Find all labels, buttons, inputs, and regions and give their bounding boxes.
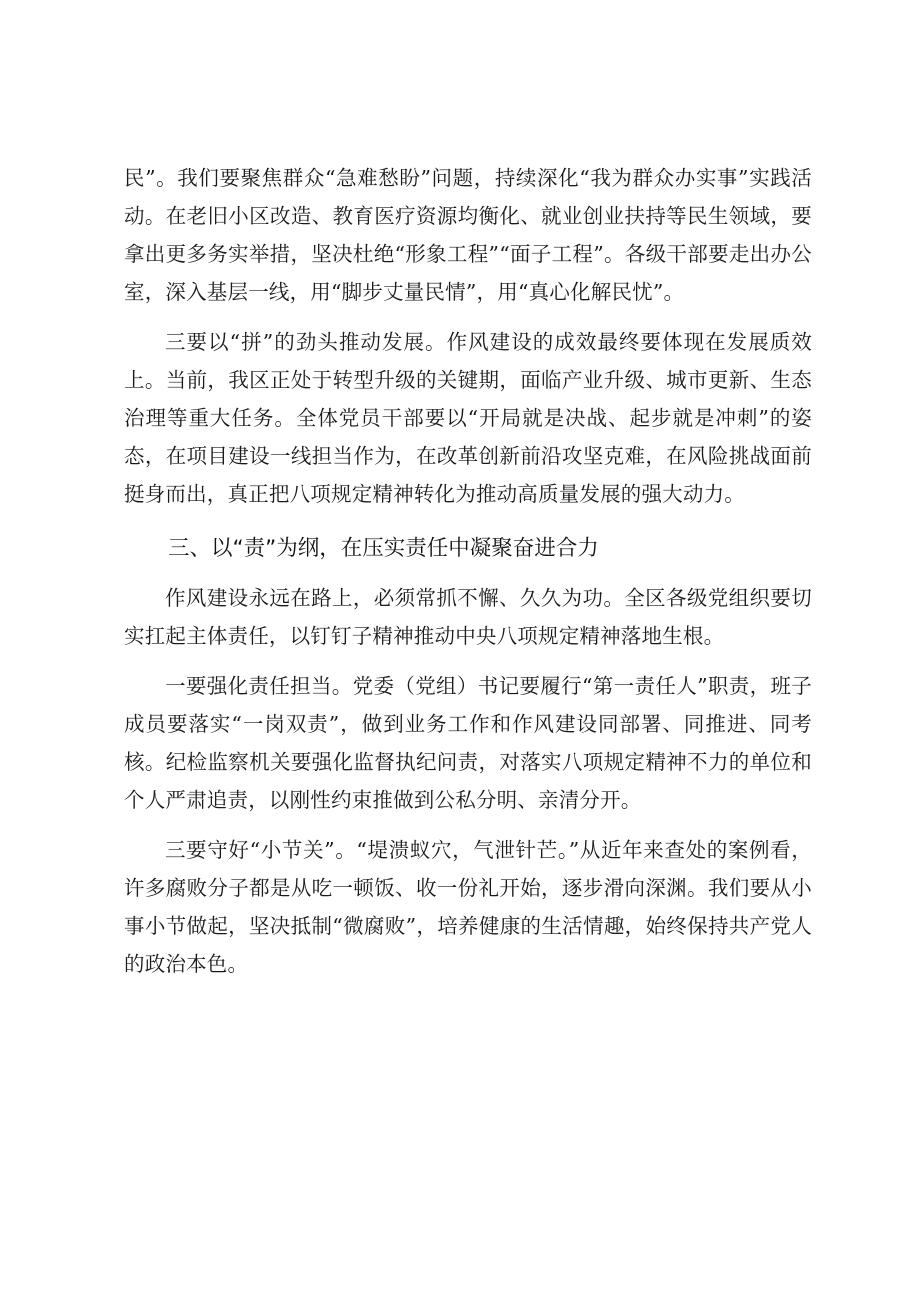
body-paragraph: 三要守好“小节关”。“堤溃蚁穴，气泄针芒。”从近年来查处的案例看，许多腐败分子都是从吃一顿饭、收一份礼开始，逐步滑向深渊。我们要从小事小节做起，坚决抵制“微腐败”，培养健康的生活情趣，始终保持共产党人的政治本色。 [124, 838, 812, 976]
body-paragraph: 作风建设永远在路上，必须常抓不懈、久久为功。全区各级党组织要切实扛起主体责任，以钉钉子精神推动中央八项规定精神落地生根。 [124, 586, 812, 648]
body-paragraph: 民”。我们要聚焦群众“急难愁盼”问题，持续深化“我为群众办实事”实践活动。在老旧小区改造、教育医疗资源均衡化、就业创业扶持等民生领域，要拿出更多务实举措，坚决杜绝“形象工程”“面子工程”。各级干部要走出办公室，深入基层一线，用“脚步丈量民情”，用“真心化解民忧”。 [124, 166, 812, 304]
body-paragraph: 三要以“拼”的劲头推动发展。作风建设的成效最终要体现在发展质效上。当前，我区正处于转型升级的关键期，面临产业升级、城市更新、生态治理等重大任务。全体党员干部要以“开局就是决战、起步就是冲刺”的姿态，在项目建设一线担当作为，在改革创新前沿攻坚克难，在风险挑战面前挺身而出，真正把八项规定精神转化为推动高质量发展的强大动力。 [124, 330, 812, 506]
document-body [124, 159, 812, 983]
body-paragraph: 一要强化责任担当。党委（党组）书记要履行“第一责任人”职责，班子成员要落实“一岗双责”，做到业务工作和作风建设同部署、同推进、同考核。纪检监察机关要强化监督执纪问责，对落实八项规定精神不力的单位和个人严肃追责，以刚性约束推做到公私分明、亲清分开。 [124, 674, 812, 812]
section-heading: 三、以“责”为纲，在压实责任中凝聚奋进合力 [168, 536, 599, 561]
